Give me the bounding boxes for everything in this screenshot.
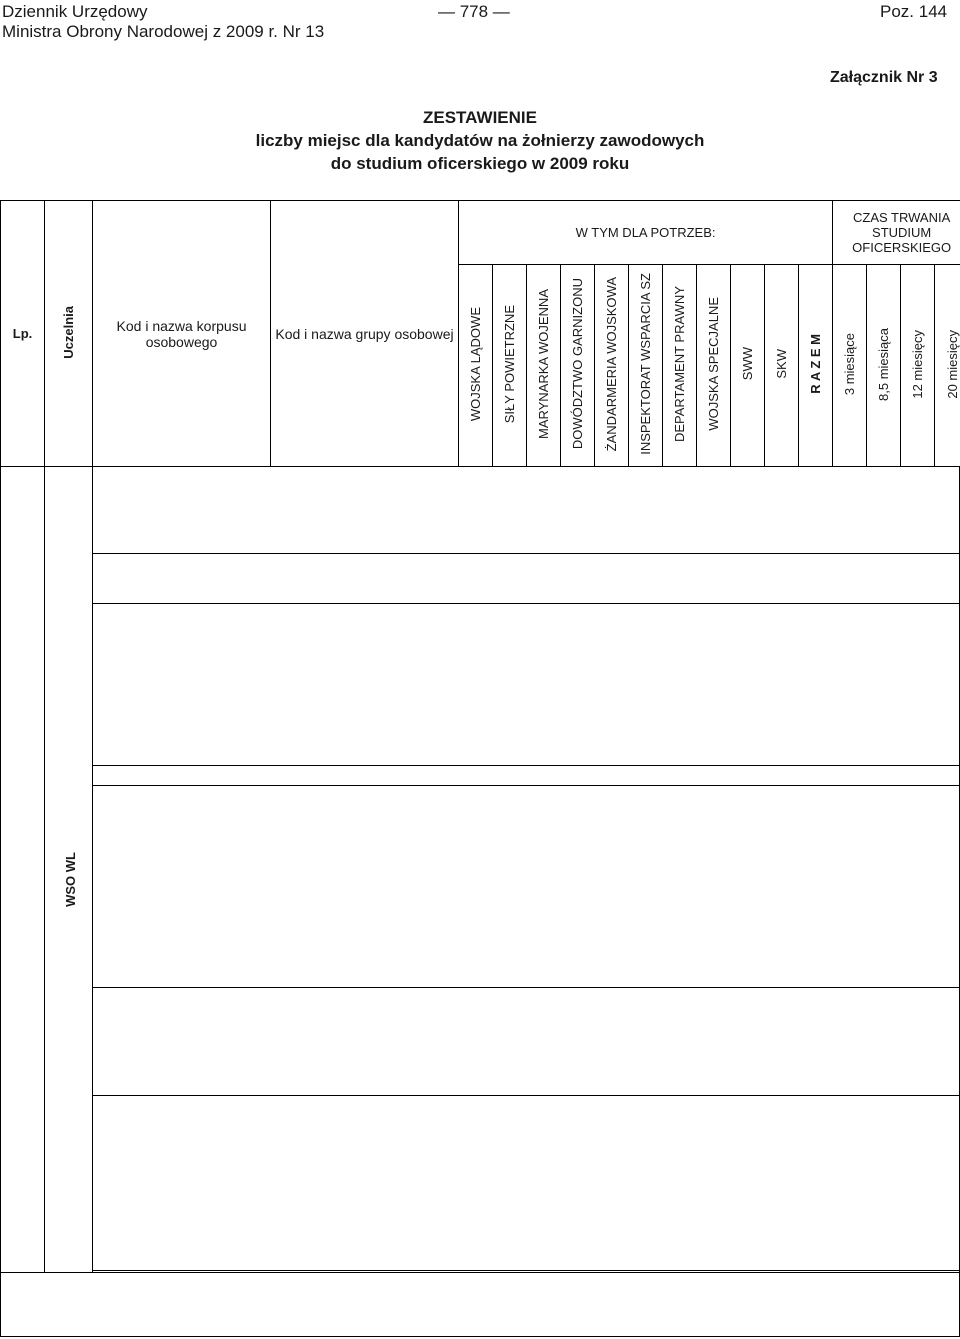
col-header-7: WOJSKA SPECJALNE xyxy=(697,265,731,467)
grupa-header: Kod i nazwa grupy osobowej xyxy=(271,201,459,467)
row-divider xyxy=(92,785,959,786)
lp-header: Lp. xyxy=(1,201,45,467)
col-header-2: MARYNARKA WOJENNA xyxy=(527,265,561,467)
col-header-0: WOJSKA LĄDOWE xyxy=(459,265,493,467)
col-header-razem: R A Z E M xyxy=(799,265,833,467)
duration-header-1: 8,5 miesiąca xyxy=(867,265,901,467)
row-divider xyxy=(0,1336,960,1337)
row-divider xyxy=(92,765,959,766)
col-header-3: DOWÓDZTWO GARNIZONU xyxy=(561,265,595,467)
duration-header-0: 3 miesiące xyxy=(833,265,867,467)
uczelnia-header: Uczelnia xyxy=(45,201,93,467)
ministry-issue: Ministra Obrony Narodowej z 2009 r. Nr 13 xyxy=(2,22,325,41)
col-divider xyxy=(0,466,1,1272)
duration-header-3: 20 miesięcy xyxy=(935,265,960,467)
col-header-8: SWW xyxy=(731,265,765,467)
col-header-5: INSPEKTORAT WSPARCIA SZ xyxy=(629,265,663,467)
row-divider xyxy=(92,987,959,988)
header-table xyxy=(0,200,960,467)
col-divider xyxy=(0,1272,1,1336)
journal-title: Dziennik Urzędowy xyxy=(2,2,148,21)
row-divider xyxy=(92,1095,959,1096)
row-divider xyxy=(92,553,959,554)
col-divider xyxy=(44,466,45,1272)
row-divider xyxy=(92,1270,959,1271)
doc-title-line2: liczby miejsc dla kandydatów na żołnierzy zawodowych xyxy=(255,131,705,150)
page-number: — 778 — xyxy=(438,2,510,21)
czas-header: CZAS TRWANIA STUDIUM OFICERSKIEGO xyxy=(833,201,960,265)
doc-title: ZESTAWIENIE xyxy=(423,108,537,127)
doc-title-line3: do studium oficerskiego w 2009 roku xyxy=(330,154,630,173)
row-divider xyxy=(92,603,959,604)
position-number: Poz. 144 xyxy=(880,2,948,21)
duration-header-2: 12 miesięcy xyxy=(901,265,935,467)
col-divider xyxy=(92,466,93,1272)
col-header-9: SKW xyxy=(765,265,799,467)
annex-label: Załącznik Nr 3 xyxy=(830,69,938,86)
w-tym-header: W TYM DLA POTRZEB: xyxy=(459,201,833,265)
col-header-4: ŻANDARMERIA WOJSKOWA xyxy=(595,265,629,467)
korpus-header: Kod i nazwa korpusu osobowego xyxy=(93,201,271,467)
uczelnia-value: WSO WL xyxy=(62,852,78,907)
col-header-6: DEPARTAMENT PRAWNY xyxy=(663,265,697,467)
col-header-1: SIŁY POWIETRZNE xyxy=(493,265,527,467)
row-divider xyxy=(0,1272,960,1273)
table-body xyxy=(0,466,960,1339)
